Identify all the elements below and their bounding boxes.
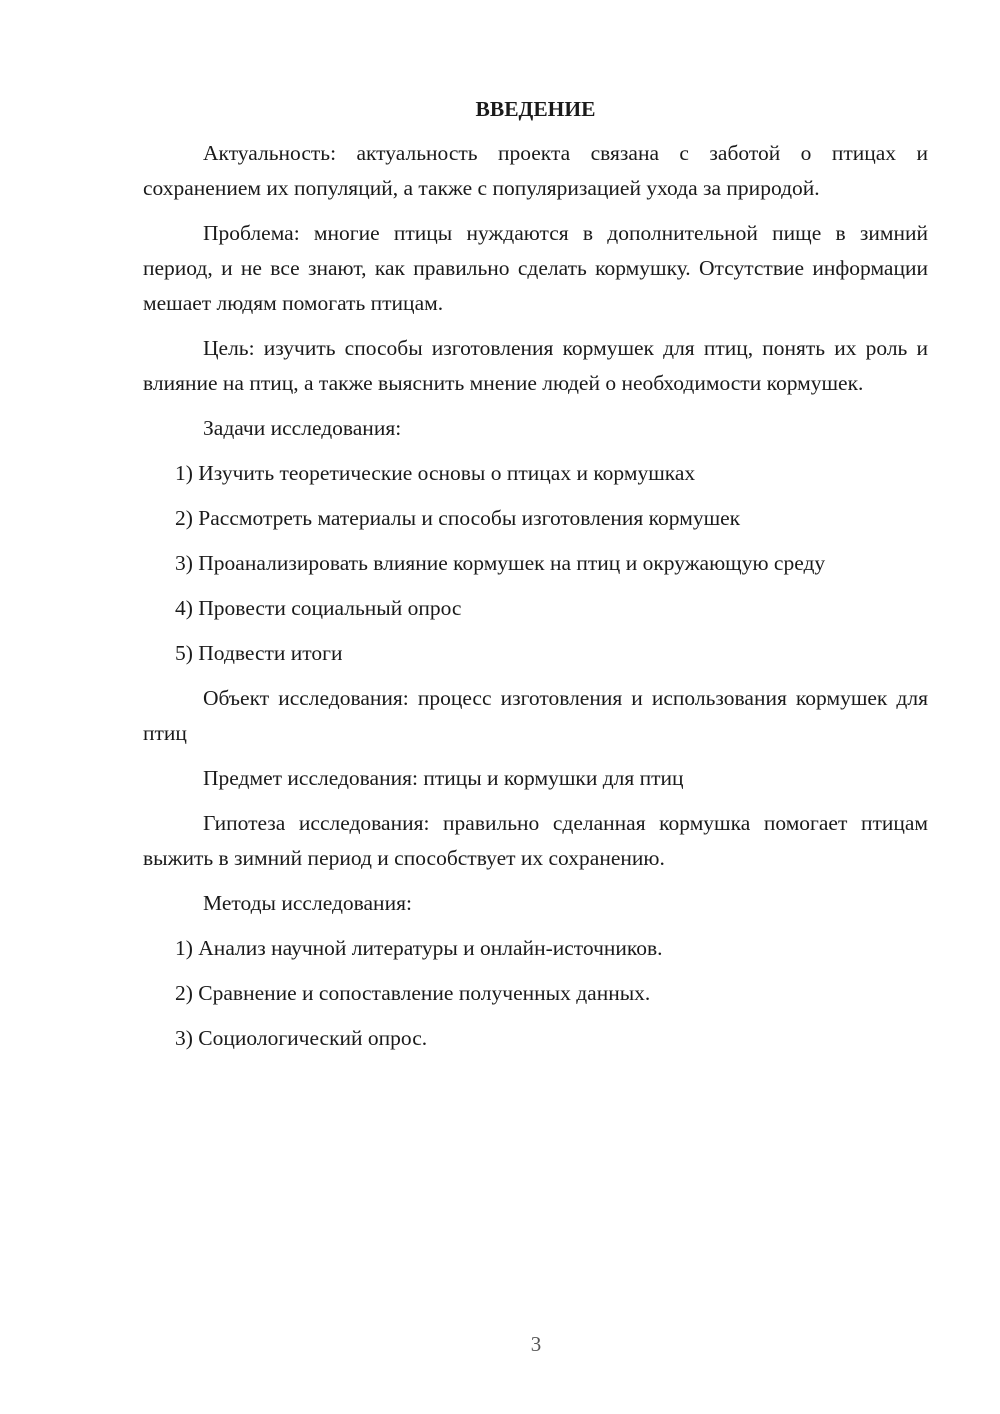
task-item-1: 1) Изучить теоретические основы о птицах и кормушках [175, 461, 696, 485]
document-page [143, 92, 928, 1066]
task-item-5: 5) Подвести итоги [175, 641, 343, 665]
task-item-2: 2) Рассмотреть материалы и способы изготовления кормушек [175, 506, 741, 530]
methods-heading: Методы исследования: [203, 891, 412, 915]
task-item-4: 4) Провести социальный опрос [175, 596, 462, 620]
page-number: 3 [530, 1332, 542, 1356]
method-item-2: 2) Сравнение и сопоставление полученных данных. [175, 981, 651, 1005]
document-title: ВВЕДЕНИЕ [475, 97, 596, 121]
problem-paragraph: Проблема: многие птицы нуждаются в дополнительной пище в зимний период, и не все знают, как правильно сделать кормушку. Отсутствие информации мешает людям помогать птицам. [143, 221, 928, 315]
object-paragraph: Объект исследования: процесс изготовления и использования кормушек для птиц [143, 686, 928, 745]
tasks-heading: Задачи исследования: [203, 416, 402, 440]
subject-paragraph: Предмет исследования: птицы и кормушки для птиц [203, 766, 684, 790]
method-item-1: 1) Анализ научной литературы и онлайн-источников. [175, 936, 663, 960]
relevance-paragraph: Актуальность: актуальность проекта связана с заботой о птицах и сохранением их популяций, а также с популяризацией ухода за природой. [143, 141, 928, 200]
task-item-3: 3) Проанализировать влияние кормушек на птиц и окружающую среду [175, 551, 826, 575]
method-item-3: 3) Социологический опрос. [175, 1026, 428, 1050]
goal-paragraph: Цель: изучить способы изготовления кормушек для птиц, понять их роль и влияние на птиц, а также выяснить мнение людей о необходимости кормушек. [143, 336, 928, 395]
hypothesis-paragraph: Гипотеза исследования: правильно сделанная кормушка помогает птицам выжить в зимний период и способствует их сохранению. [143, 811, 928, 870]
